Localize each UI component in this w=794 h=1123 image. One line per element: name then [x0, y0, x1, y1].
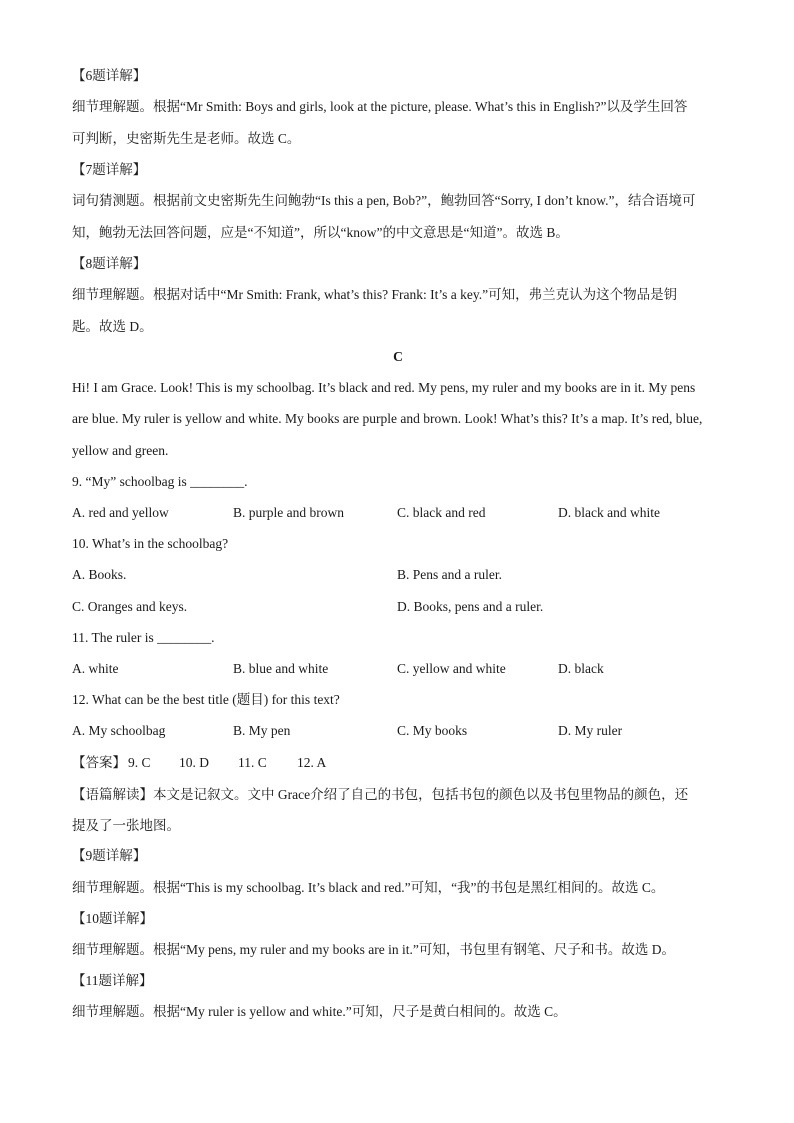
q11-detail-line1: 细节理解题。根据“My ruler is yellow and white.”可知，尺子是黄白相间的。故选 C。: [72, 1004, 567, 1019]
question-12-option-b: B. My pen: [233, 723, 291, 738]
q8-explanation-line1: 细节理解题。根据对话中“Mr Smith: Frank, what’s this? Frank: It’s a key.”可知，弗兰克认为这个物品是钥: [72, 287, 678, 302]
question-10-option-c: C. Oranges and keys.: [72, 599, 188, 614]
q10-detail-line1: 细节理解题。根据“My pens, my ruler and my books are in it.”可知，书包里有钢笔、尺子和书。故选 D。: [72, 942, 675, 957]
passage-line2: are blue. My ruler is yellow and white. My books are purple and brown. Look! What’s this? It’s a map. It’s red, blue,: [72, 411, 703, 426]
passage-line3: yellow and green.: [72, 443, 169, 458]
question-11-option-c: C. yellow and white: [397, 661, 506, 676]
question-9-option-b: B. purple and brown: [233, 505, 344, 520]
answer-label: 【答案】: [72, 755, 126, 770]
question-11-option-b: B. blue and white: [233, 661, 329, 676]
question-11-option-a: A. white: [72, 661, 119, 676]
question-10-stem: 10. What’s in the schoolbag?: [72, 536, 229, 551]
question-12-option-c: C. My books: [397, 723, 468, 738]
q9-detail-line1: 细节理解题。根据“This is my schoolbag. It’s black and red.”可知，“我”的书包是黑红相间的。故选 C。: [72, 880, 665, 895]
question-12-option-a: A. My schoolbag: [72, 723, 166, 738]
answer-11: 11. C: [238, 755, 267, 770]
answer-9: 9. C: [128, 755, 151, 770]
question-9-option-c: C. black and red: [397, 505, 486, 520]
section-title: C: [393, 349, 403, 364]
q8-heading: 【8题详解】: [72, 256, 147, 271]
question-12-option-d: D. My ruler: [558, 723, 623, 738]
question-11-option-d: D. black: [558, 661, 604, 676]
q11-detail-heading: 【11题详解】: [72, 973, 153, 988]
passage-analysis-line1: 【语篇解读】本文是记叙文。文中 Grace介绍了自己的书包，包括书包的颜色以及书包里物品的颜色，还: [72, 787, 689, 802]
q7-explanation-line2: 知，鲍勃无法回答问题，应是“不知道”，所以“know”的中文意思是“知道”。故选 B。: [72, 225, 569, 240]
question-9-option-d: D. black and white: [558, 505, 660, 520]
question-10-option-a: A. Books.: [72, 567, 127, 582]
question-11-stem: 11. The ruler is ________.: [72, 630, 215, 645]
question-9-stem: 9. “My” schoolbag is ________.: [72, 474, 248, 489]
question-10-option-d: D. Books, pens and a ruler.: [397, 599, 544, 614]
question-12-stem: 12. What can be the best title (题目) for this text?: [72, 692, 340, 707]
q6-heading: 【6题详解】: [72, 68, 147, 83]
answer-10: 10. D: [179, 755, 209, 770]
question-10-option-b: B. Pens and a ruler.: [397, 567, 502, 582]
q6-explanation-line2: 可判断，史密斯先生是老师。故选 C。: [72, 131, 301, 146]
q7-explanation-line1: 词句猜测题。根据前文史密斯先生问鲍勃“Is this a pen, Bob?”，鲍勃回答“Sorry, I don’t know.”，结合语境可: [72, 193, 696, 208]
passage-line1: Hi! I am Grace. Look! This is my schoolbag. It’s black and red. My pens, my ruler and my books are in it. My pens: [72, 380, 696, 395]
q7-heading: 【7题详解】: [72, 162, 147, 177]
q8-explanation-line2: 匙。故选 D。: [72, 319, 153, 334]
passage-analysis-line2: 提及了一张地图。: [72, 818, 180, 833]
question-9-option-a: A. red and yellow: [72, 505, 169, 520]
q10-detail-heading: 【10题详解】: [72, 911, 153, 926]
q9-detail-heading: 【9题详解】: [72, 848, 147, 863]
answer-12: 12. A: [297, 755, 327, 770]
q6-explanation-line1: 细节理解题。根据“Mr Smith: Boys and girls, look at the picture, please. What’s this in English?”以及学生回答: [72, 99, 688, 114]
